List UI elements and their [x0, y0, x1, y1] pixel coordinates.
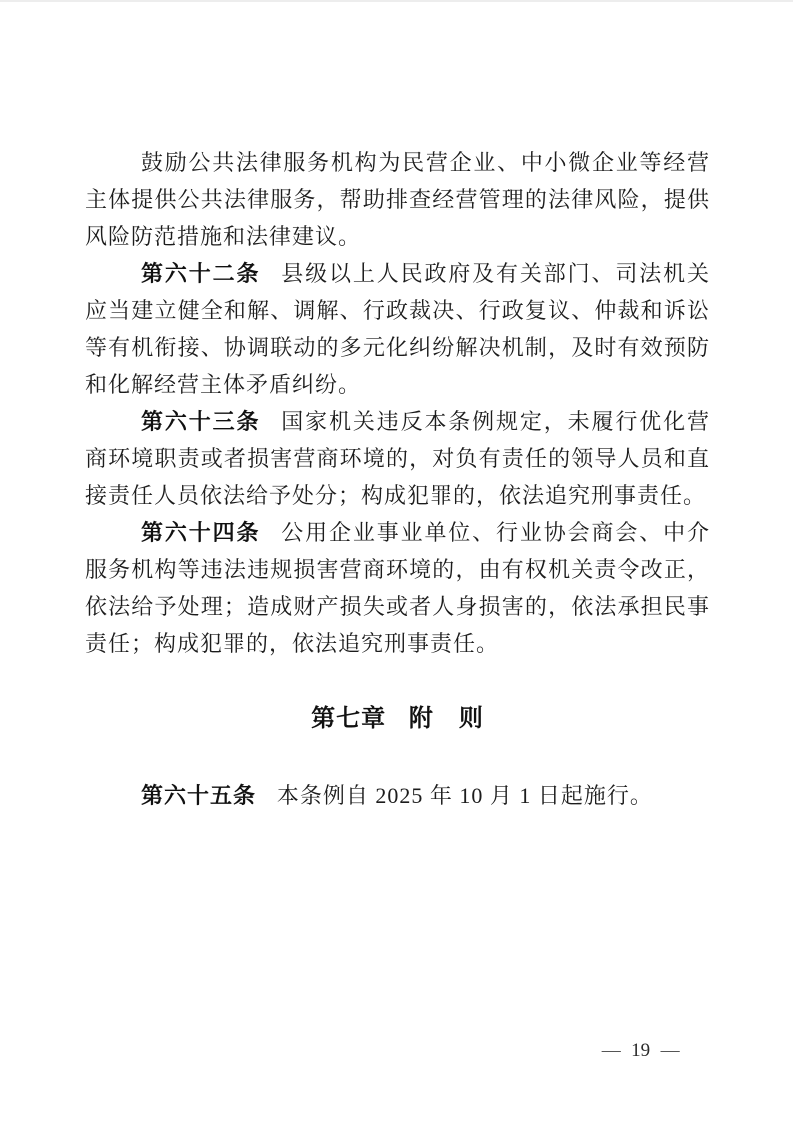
article-64-text: 公用企业事业单位、行业协会商会、中介服务机构等违法违规损害营商环境的，由有权机关责令改正，依法给予处理；造成财产损失或者人身损害的，依法承担民事责任；构成犯罪的，依法追究刑事责任。 — [85, 520, 710, 656]
paragraph-article-62 — [85, 255, 710, 403]
article-65-text: 本条例自 2025 年 10 月 1 日起施行。 — [276, 783, 653, 808]
chapter-title: 附 则 — [408, 705, 484, 732]
chapter-7-heading — [85, 700, 710, 737]
paragraph-article-65 — [85, 777, 710, 814]
paragraph-legal-services — [85, 144, 710, 255]
document-body — [85, 144, 710, 814]
page-number-footer — [591, 1040, 690, 1062]
page-number-right-dash: — — [660, 1040, 680, 1061]
paragraph-article-63 — [85, 403, 710, 514]
page-top-edge — [0, 0, 793, 2]
page-number-left-dash: — — [601, 1040, 621, 1061]
paragraph-article-64 — [85, 514, 710, 662]
article-63-number: 第六十三条 — [141, 409, 261, 434]
article-65-number: 第六十五条 — [141, 783, 257, 808]
article-64-number: 第六十四条 — [141, 520, 261, 545]
article-62-number: 第六十二条 — [141, 261, 261, 286]
article-62-text: 县级以上人民政府及有关部门、司法机关应当建立健全和解、调解、行政裁决、行政复议、仲裁和诉讼等有机衔接、协调联动的多元化纠纷解决机制，及时有效预防和化解经营主体矛盾纠纷。 — [85, 261, 710, 397]
paragraph-text: 鼓励公共法律服务机构为民营企业、中小微企业等经营主体提供公共法律服务，帮助排查经营管理的法律风险，提供风险防范措施和法律建议。 — [85, 150, 710, 249]
chapter-number: 第七章 — [311, 705, 387, 732]
page-number: 19 — [631, 1040, 651, 1061]
article-63-text: 国家机关违反本条例规定，未履行优化营商环境职责或者损害营商环境的，对负有责任的领导人员和直接责任人员依法给予处分；构成犯罪的，依法追究刑事责任。 — [85, 409, 710, 508]
